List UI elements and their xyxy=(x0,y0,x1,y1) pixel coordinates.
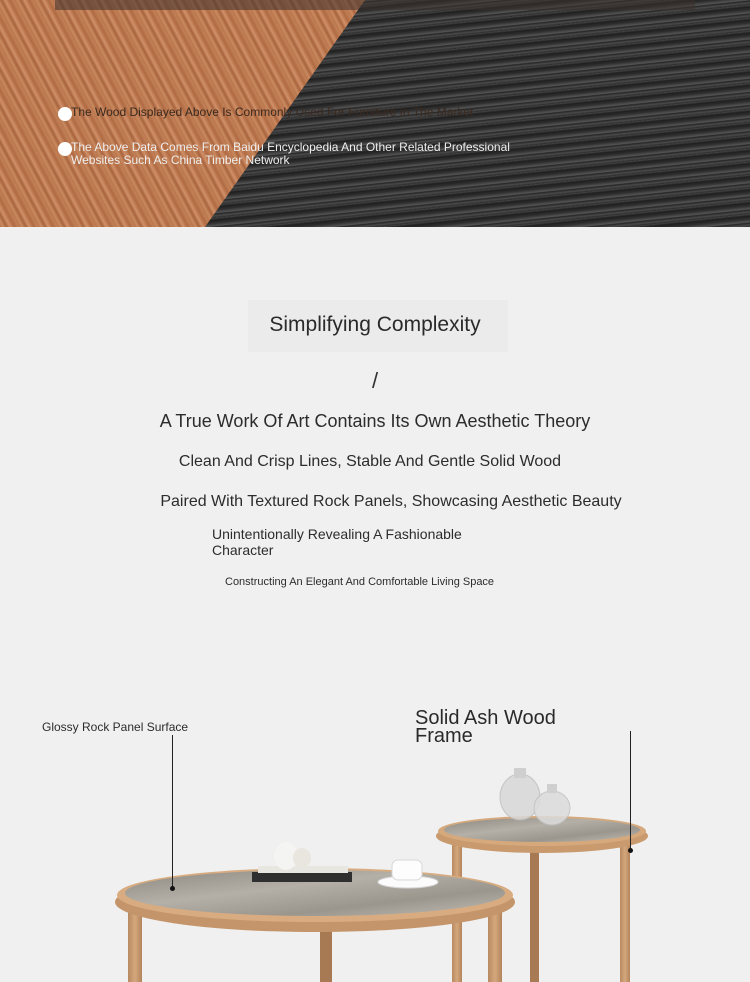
callout-pointer-line xyxy=(630,731,631,849)
callout-rock-panel: Glossy Rock Panel Surface xyxy=(42,720,189,734)
bullet-dot-icon xyxy=(58,107,72,121)
wood-texture-banner xyxy=(0,0,750,227)
callout-pointer-dot xyxy=(628,848,633,853)
callout-pointer-dot xyxy=(170,886,175,891)
banner-note xyxy=(58,141,551,167)
banner-note xyxy=(58,106,473,121)
intro-line: Unintentionally Revealing A Fashionable Character xyxy=(212,526,462,558)
callout-ash-wood: Solid Ash Wood Frame xyxy=(415,707,556,747)
bullet-dot-icon xyxy=(58,142,72,156)
intro-line: Paired With Textured Rock Panels, Showcasing Aesthetic Beauty xyxy=(160,493,622,510)
banner-top-bar xyxy=(55,0,695,10)
callout-pointer-line xyxy=(172,735,173,887)
title-divider: / xyxy=(371,368,379,393)
banner-note-text: The Above Data Comes From Baidu Encyclopedia And Other Related Professional Websites Such As China Timber Network xyxy=(71,140,510,167)
intro-line: Clean And Crisp Lines, Stable And Gentle Solid Wood xyxy=(178,453,562,470)
intro-line: A True Work Of Art Contains Its Own Aesthetic Theory xyxy=(159,411,591,431)
intro-line: Constructing An Elegant And Comfortable Living Space xyxy=(225,576,495,588)
small-side-table xyxy=(436,768,648,982)
coffee-table-illustration xyxy=(0,740,750,982)
section-title: Simplifying Complexity xyxy=(269,313,481,336)
banner-note-text: The Wood Displayed Above Is Commonly Used For Furniture In The Market xyxy=(71,105,474,119)
